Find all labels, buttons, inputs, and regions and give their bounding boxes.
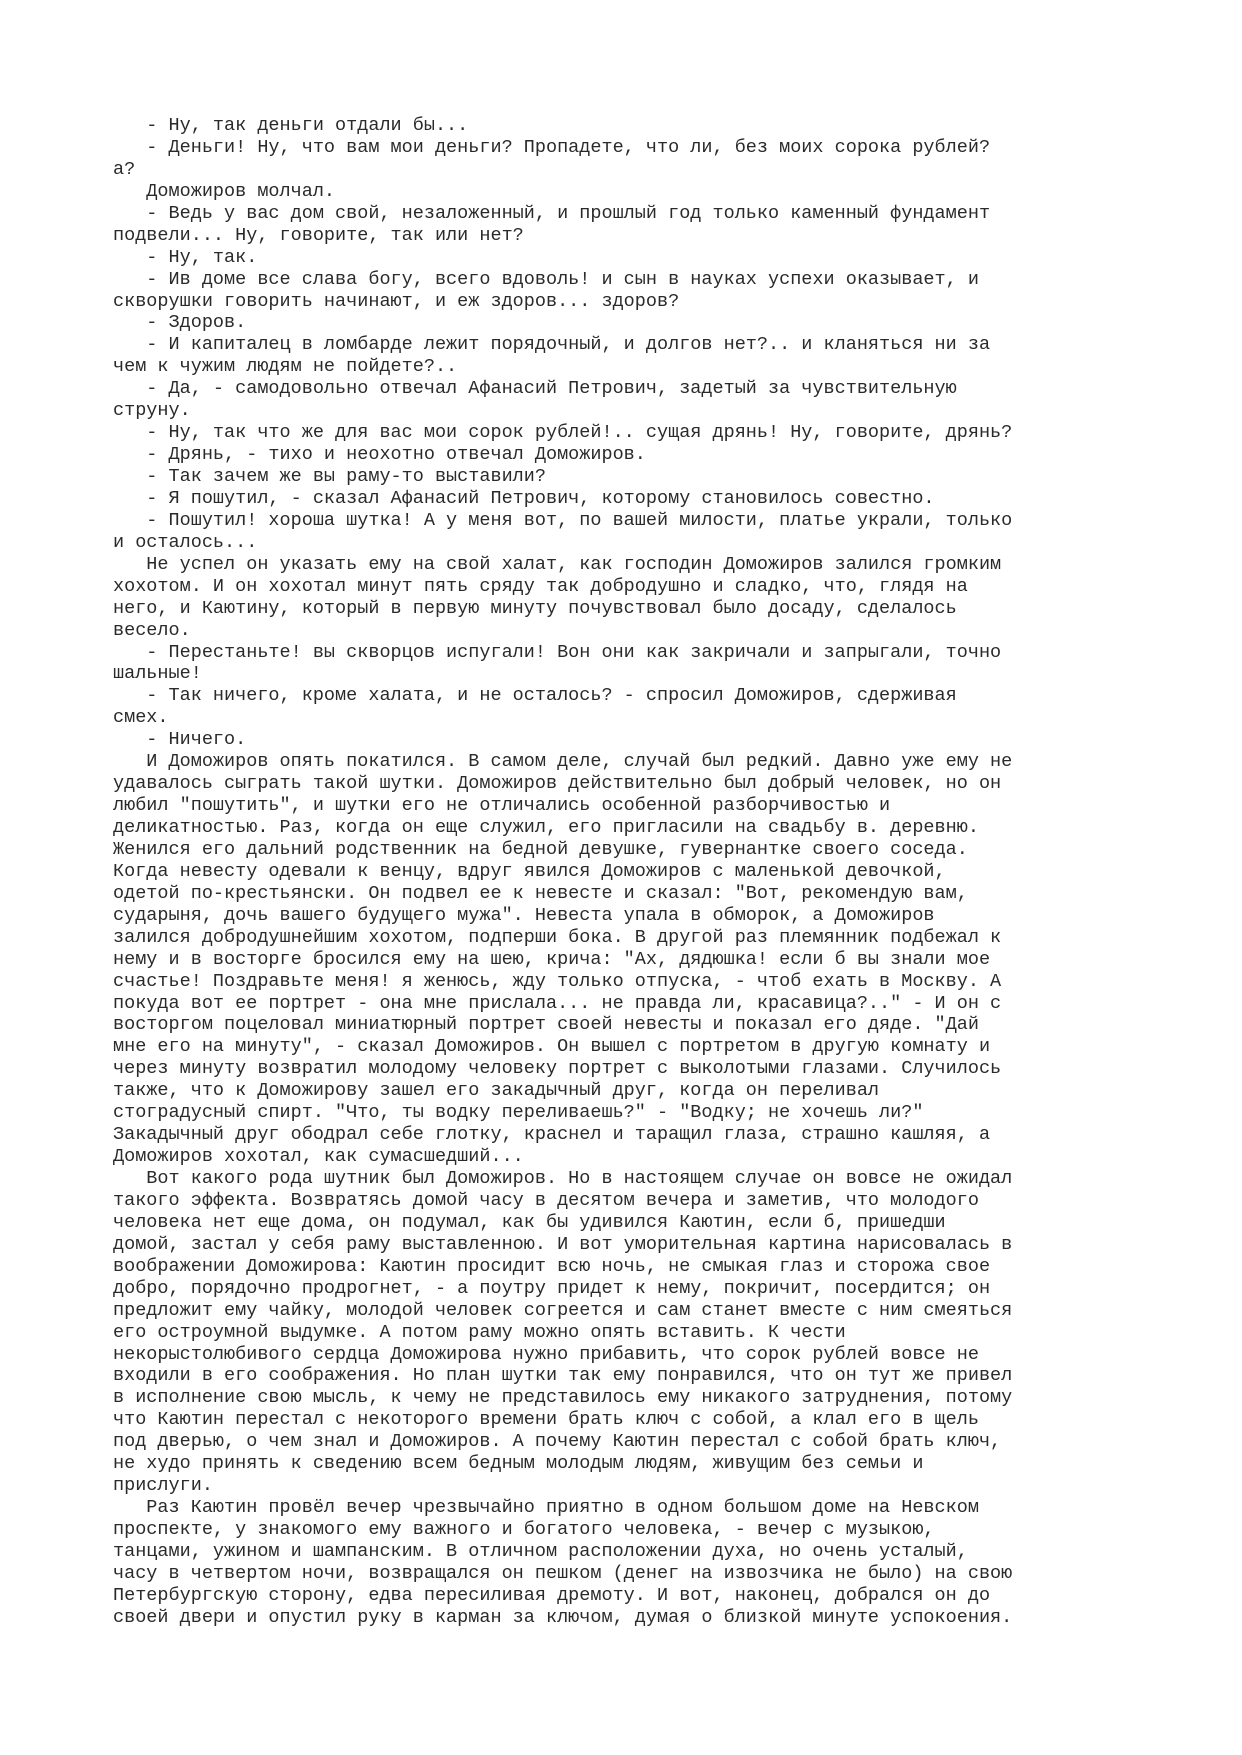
text-line: что Каютин перестал с некоторого времени брать ключ с собой, а клал его в щель bbox=[113, 1409, 979, 1431]
text-line: сударыня, дочь вашего будущего мужа". Невеста упала в обморок, а Доможиров bbox=[113, 904, 935, 926]
text-line: под дверью, о чем знал и Доможиров. А почему Каютин перестал с собой брать ключ, bbox=[113, 1431, 1002, 1453]
text-line: И Доможиров опять покатился. В самом деле, случай был редкий. Давно уже ему не bbox=[113, 751, 1013, 773]
text-line: некорыстолюбивого сердца Доможирова нужно прибавить, что сорок рублей вовсе не bbox=[113, 1343, 979, 1365]
text-line: - Деньги! Ну, что вам мои деньги? Пропадете, что ли, без моих сорока рублей? bbox=[113, 136, 991, 158]
text-line: Доможиров хохотал, как сумасшедший... bbox=[113, 1146, 524, 1168]
text-line: его остроумной выдумке. А потом раму можно опять вставить. К чести bbox=[113, 1321, 846, 1343]
text-line: Петербургскую сторону, едва пересиливая дремоту. И вот, наконец, добрался он до bbox=[113, 1584, 991, 1606]
text-line: шальные! bbox=[113, 663, 202, 685]
text-line: деликатностью. Раз, когда он еще служил, его пригласили на свадьбу в. деревню. bbox=[113, 817, 979, 838]
text-line: своей двери и опустил руку в карман за ключом, думая о близкой минуте успокоения. bbox=[113, 1606, 1013, 1628]
text-line: Не успел он указать ему на свой халат, как господин Доможиров залился громким bbox=[113, 553, 1002, 575]
text-line: входили в его соображения. Но план шутки так ему понравился, что он тут же привел bbox=[113, 1365, 1013, 1387]
text-line: стоградусный спирт. "Что, ты водку переливаешь?" - "Водку; не хочешь ли?" bbox=[113, 1102, 924, 1124]
text-line: - Так ничего, кроме халата, и не осталось? - спросил Доможиров, сдерживая bbox=[113, 685, 957, 707]
text-line: - Дрянь, - тихо и неохотно отвечал Доможиров. bbox=[113, 444, 646, 466]
text-line: - Да, - самодовольно отвечал Афанасий Петрович, задетый за чувствительную bbox=[113, 378, 957, 400]
text-line: и осталось... bbox=[113, 531, 258, 553]
text-line: - Я пошутил, - сказал Афанасий Петрович, которому становилось совестно. bbox=[113, 487, 935, 509]
text-line: - И капиталец в ломбарде лежит порядочный, и долгов нет?.. и кланяться ни за bbox=[113, 334, 991, 356]
text-line: - Ведь у вас дом свой, незаложенный, и прошлый год только каменный фундамент bbox=[113, 202, 991, 224]
text-line: также, что к Доможирову зашел его закадычный друг, когда он переливал bbox=[113, 1080, 880, 1102]
text-line: предложит ему чайку, молодой человек согреется и сам станет вместе с ним смеяться bbox=[113, 1299, 1013, 1321]
text-line: Раз Каютин провёл вечер чрезвычайно приятно в одном большом доме на Невском bbox=[113, 1497, 979, 1519]
text-line: весело. bbox=[113, 619, 191, 641]
text-line: воображении Доможирова: Каютин просидит всю ночь, не смыкая глаз и сторожа свое bbox=[113, 1255, 991, 1277]
text-line: - Ничего. bbox=[113, 729, 247, 751]
text-line: прислуги. bbox=[113, 1475, 213, 1497]
text-line: Доможиров молчал. bbox=[113, 180, 336, 202]
text-line: нему и в восторге бросился ему на шею, крича: "Ах, дядюшка! если б вы знали мое bbox=[113, 948, 991, 970]
text-line: одетой по-крестьянски. Он подвел ее к невесте и сказал: "Вот, рекомендую вам, bbox=[113, 882, 968, 904]
text-line: подвели... Ну, говорите, так или нет? bbox=[113, 224, 524, 246]
text-line: - Пошутил! хороша шутка! А у меня вот, по вашей милости, платье украли, только bbox=[113, 509, 1013, 531]
text-line: человека нет еще дома, он подумал, как бы удивился Каютин, если б, пришедши bbox=[113, 1211, 946, 1233]
text-line: - Так зачем же вы раму-то выставили? bbox=[113, 466, 546, 487]
text-line: хохотом. И он хохотал минут пять сряду так добродушно и сладко, что, глядя на bbox=[113, 575, 968, 597]
document-body-text bbox=[113, 115, 1133, 1629]
text-line: мне его на минуту", - сказал Доможиров. Он вышел с портретом в другую комнату и bbox=[113, 1036, 991, 1058]
text-line: не худо принять к сведению всем бедным молодым людям, живущим без семьи и bbox=[113, 1453, 924, 1475]
text-line: залился добродушнейшим хохотом, подперши бока. В другой раз племянник подбежал к bbox=[113, 926, 1002, 948]
text-line: добро, порядочно продрогнет, - а поутру придет к нему, покричит, посердится; он bbox=[113, 1277, 991, 1299]
text-line: такого эффекта. Возвратясь домой часу в десятом вечера и заметив, что молодого bbox=[113, 1189, 979, 1211]
text-line: скворушки говорить начинают, и еж здоров... здоров? bbox=[113, 290, 680, 312]
text-line: домой, застал у себя раму выставленною. И вот уморительная картина нарисовалась в bbox=[113, 1233, 1013, 1255]
text-line: чем к чужим людям не пойдете?.. bbox=[113, 356, 458, 378]
text-line: восторгом поцеловал миниатюрный портрет своей невесты и показал его дяде. "Дай bbox=[113, 1014, 979, 1036]
text-line: любил "пошутить", и шутки его не отличались особенной разборчивостью и bbox=[113, 795, 891, 817]
text-line: - Здоров. bbox=[113, 312, 247, 334]
text-line: Когда невесту одевали к венцу, вдруг явился Доможиров с маленькой девочкой, bbox=[113, 860, 946, 882]
text-line: Вот какого рода шутник был Доможиров. Но в настоящем случае он вовсе не ожидал bbox=[113, 1168, 1013, 1189]
text-line: него, и Каютину, который в первую минуту почувствовал было досаду, сделалось bbox=[113, 597, 957, 619]
text-line: удавалось сыграть такой шутки. Доможиров действительно был добрый человек, но он bbox=[113, 773, 1002, 795]
text-line: - Ну, так деньги отдали бы... bbox=[113, 115, 469, 136]
text-line: - Ну, так что же для вас мои сорок рублей!.. сущая дрянь! Ну, говорите, дрянь? bbox=[113, 422, 1013, 444]
text-line: а? bbox=[113, 158, 136, 180]
text-line: - Ну, так. bbox=[113, 246, 258, 268]
text-line: покуда вот ее портрет - она мне прислала... не правда ли, красавица?.." - И он с bbox=[113, 992, 1002, 1014]
text-line: через минуту возвратил молодому человеку портрет с выколотыми глазами. Случилось bbox=[113, 1058, 1002, 1080]
text-line: Женился его дальний родственник на бедной девушке, гувернантке своего соседа. bbox=[113, 838, 968, 860]
text-line: проспекте, у знакомого ему важного и богатого человека, - вечер с музыкою, bbox=[113, 1519, 935, 1540]
text-line: Закадычный друг ободрал себе глотку, краснел и таращил глаза, страшно кашляя, а bbox=[113, 1124, 991, 1146]
text-line: - Ив доме все слава богу, всего вдоволь! и сын в науках успехи оказывает, и bbox=[113, 268, 979, 290]
text-line: часу в четвертом ночи, возвращался он пешком (денег на извозчика не было) на свою bbox=[113, 1562, 1013, 1584]
text-line: струну. bbox=[113, 400, 191, 422]
text-line: в исполнение свою мысль, к чему не представилось ему никакого затруднения, потому bbox=[113, 1387, 1013, 1409]
text-line: танцами, ужином и шампанским. В отличном расположении духа, но очень усталый, bbox=[113, 1540, 968, 1562]
text-line: смех. bbox=[113, 707, 169, 729]
text-line: счастье! Поздравьте меня! я женюсь, жду только отпуска, - чтоб ехать в Москву. А bbox=[113, 970, 1002, 992]
text-line: - Перестаньте! вы скворцов испугали! Вон они как закричали и запрыгали, точно bbox=[113, 641, 1002, 663]
